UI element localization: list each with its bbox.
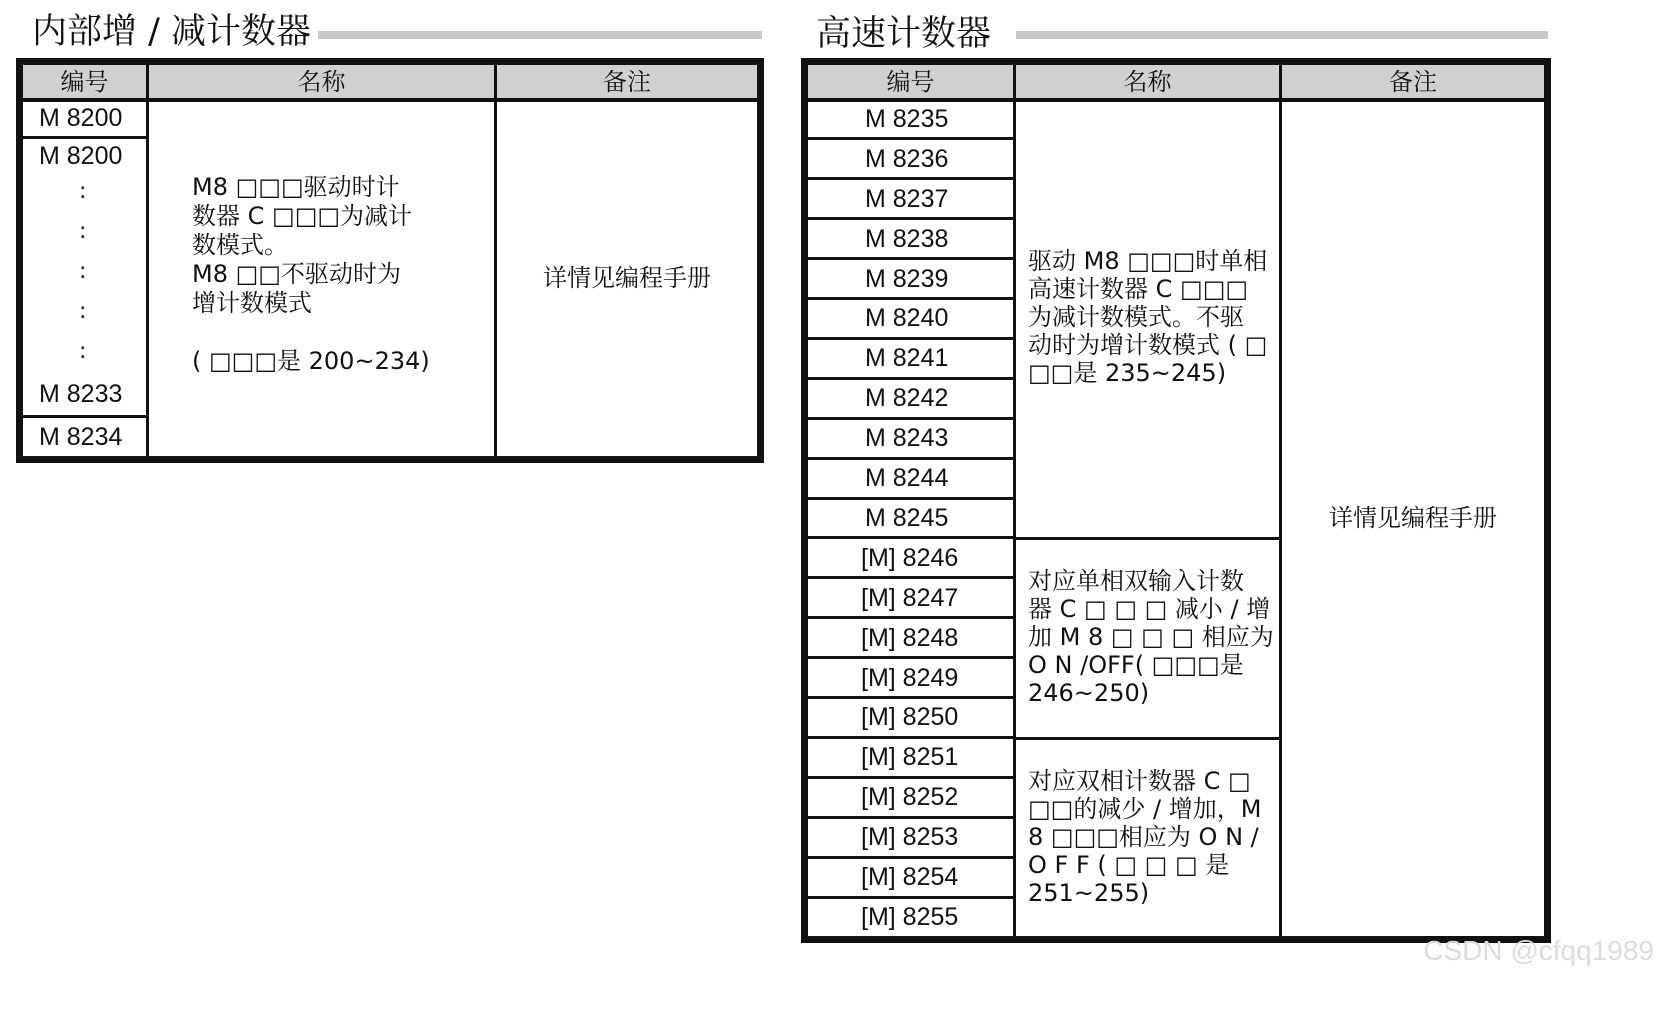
left-header-name: 名称 <box>149 65 497 99</box>
right-table <box>801 58 1551 943</box>
left-row-divider <box>23 415 146 418</box>
right-code-cell: [M] 8252 <box>861 783 959 812</box>
right-description-group-3 <box>1028 767 1261 907</box>
right-title-rule <box>1016 31 1548 39</box>
right-group-divider <box>1013 737 1279 740</box>
right-code-cell: [M] 8248 <box>861 623 959 652</box>
left-code-cell: M 8200 <box>39 104 123 132</box>
right-header-remark: 备注 <box>1282 65 1544 99</box>
right-code-cell: [M] 8254 <box>861 863 959 892</box>
description-line: 动时为增计数模式 ( □ <box>1028 331 1268 359</box>
right-code-cell: [M] 8247 <box>861 583 959 612</box>
left-title-rule <box>318 31 762 39</box>
description-line: O F F ( □ □ □ 是 <box>1028 851 1230 879</box>
right-code-cell: M 8235 <box>865 104 949 133</box>
description-line: 246~250) <box>1028 679 1150 707</box>
right-code-cell: M 8239 <box>865 264 949 293</box>
left-description <box>192 173 430 376</box>
right-code-cell: M 8244 <box>865 464 949 493</box>
right-header-code: 编号 <box>808 65 1016 99</box>
left-section-title: 内部增 / 减计数器 <box>32 12 312 52</box>
description-line: 为减计数模式。不驱 <box>1028 303 1244 331</box>
left-code-cell: M 8234 <box>39 423 123 451</box>
description-line: ( □□□是 200~234) <box>192 347 430 375</box>
description-line: O N /OFF( □□□是 <box>1028 651 1244 679</box>
left-table <box>16 58 764 463</box>
description-line: M8 □□不驱动时为 <box>192 260 401 288</box>
right-code-cell: [M] 8253 <box>861 823 959 852</box>
right-code-cell: M 8243 <box>865 424 949 453</box>
right-section-title: 高速计数器 <box>816 14 992 54</box>
description-line: 加 M 8 □ □ □ 相应为 <box>1028 623 1274 651</box>
left-header-remark: 备注 <box>497 65 757 99</box>
right-code-cell: M 8241 <box>865 344 949 373</box>
left-code-dots: : <box>79 299 87 324</box>
right-remark: 详情见编程手册 <box>1329 503 1497 532</box>
right-code-cell: M 8237 <box>865 184 949 213</box>
right-code-cell: [M] 8246 <box>861 543 959 572</box>
description-line: 对应单相双输入计数 <box>1028 567 1244 595</box>
left-row-divider <box>23 136 146 139</box>
left-header-code: 编号 <box>23 65 149 99</box>
watermark: CSDN @cfqq1989 <box>1423 935 1654 966</box>
right-code-cell: [M] 8251 <box>861 743 959 772</box>
description-line: 8 □□□相应为 O N / <box>1028 823 1259 851</box>
right-code-cell: M 8240 <box>865 304 949 333</box>
left-code-cell: M 8233 <box>39 380 123 408</box>
right-description-group-1 <box>1028 247 1267 387</box>
left-code-dots: : <box>79 179 87 204</box>
description-line: □□的减少 / 增加，M <box>1028 795 1262 823</box>
description-line: 器 C □ □ □ 减小 / 增 <box>1028 595 1271 623</box>
right-col-divider-1 <box>1013 99 1016 936</box>
right-code-cell: [M] 8250 <box>861 703 959 732</box>
right-group-divider <box>1013 537 1279 540</box>
left-code-dots: : <box>79 259 87 284</box>
right-code-cell: M 8238 <box>865 224 949 253</box>
right-header-name: 名称 <box>1016 65 1282 99</box>
description-line: □□是 235~245) <box>1028 359 1227 387</box>
right-code-cell: M 8236 <box>865 144 949 173</box>
description-line: 对应双相计数器 C □ <box>1028 767 1251 795</box>
right-code-cell: M 8242 <box>865 384 949 413</box>
right-code-cell: [M] 8249 <box>861 663 959 692</box>
description-line: M8 □□□驱动时计 <box>192 173 400 201</box>
left-code-cell: M 8200 <box>39 142 123 170</box>
description-line: 增计数模式 <box>192 289 312 317</box>
left-code-dots: : <box>79 219 87 244</box>
right-code-cell: [M] 8255 <box>861 902 959 931</box>
description-line: 数模式。 <box>192 231 288 259</box>
left-col-divider-1 <box>146 99 149 456</box>
description-line: 高速计数器 C □□□ <box>1028 275 1249 303</box>
left-remark: 详情见编程手册 <box>543 263 711 292</box>
description-line: 驱动 M8 □□□时单相 <box>1028 247 1268 275</box>
right-description-group-2 <box>1028 567 1274 707</box>
left-code-dots: : <box>79 339 87 364</box>
right-code-cell: M 8245 <box>865 503 949 532</box>
description-line: 数器 C □□□为减计 <box>192 202 413 230</box>
description-line: 251~255) <box>1028 879 1150 907</box>
